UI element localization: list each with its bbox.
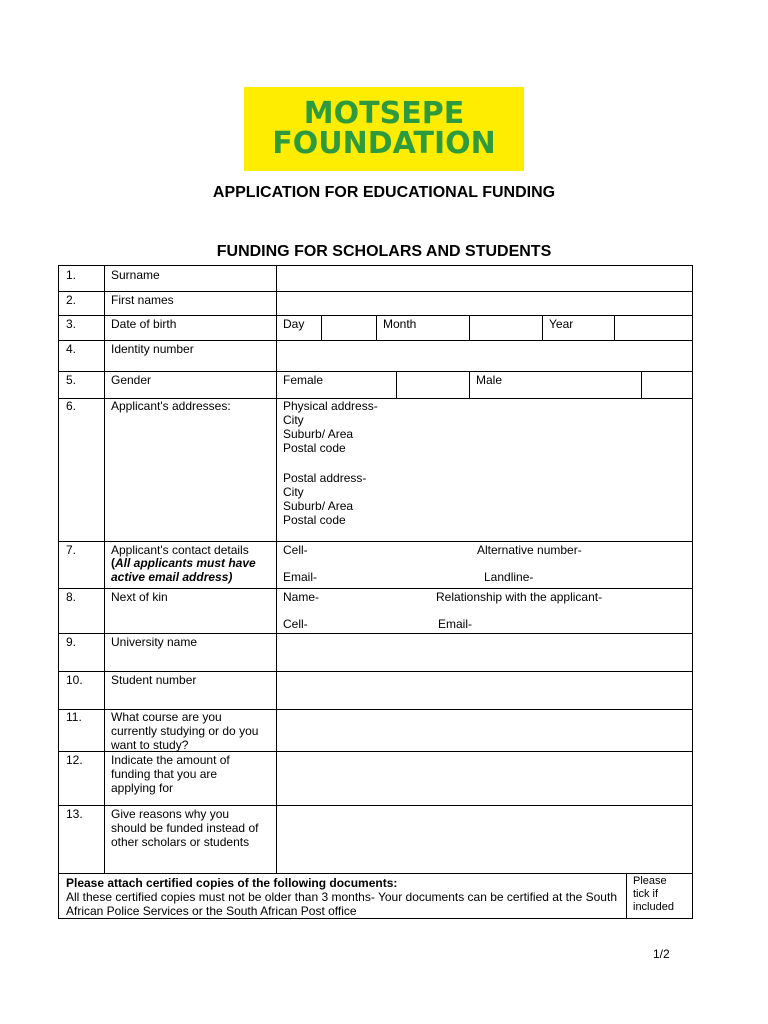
email-note: (All applicants must have active email address) xyxy=(111,556,256,584)
row-label: Student number xyxy=(111,673,197,687)
name-label: Name- xyxy=(283,590,320,604)
row-student-number xyxy=(58,672,693,710)
cell-label: Cell- xyxy=(283,617,308,631)
postal-code-label: Postal code xyxy=(283,513,346,527)
email-label: Email- xyxy=(283,570,318,584)
logo-line-1: MOTSEPE xyxy=(303,96,465,131)
row-label: Date of birth xyxy=(111,317,177,331)
day-label: Day xyxy=(283,317,305,331)
row-label: Applicant's contact details xyxy=(111,543,249,557)
page-subtitle: FUNDING FOR SCHOLARS AND STUDENTS xyxy=(216,243,552,260)
reasons-field[interactable] xyxy=(277,806,692,873)
row-number: 2. xyxy=(66,293,77,307)
female-checkbox[interactable] xyxy=(397,372,469,398)
row-number: 6. xyxy=(66,399,77,413)
documents-heading: Please attach certified copies of the following documents: xyxy=(66,876,398,890)
row-number: 1. xyxy=(66,268,77,282)
suburb-label: Suburb/ Area xyxy=(283,499,354,513)
funding-amount-field[interactable] xyxy=(277,752,692,805)
postal-code-label: Postal code xyxy=(283,441,346,455)
foundation-logo xyxy=(244,87,524,171)
addresses-field[interactable] xyxy=(389,399,692,541)
row-number: 3. xyxy=(66,317,77,331)
physical-address-label: Physical address- xyxy=(283,399,378,413)
row-contact-details xyxy=(58,542,693,589)
row-label: Identity number xyxy=(111,342,194,356)
row-number: 10. xyxy=(66,673,83,687)
row-label: University name xyxy=(111,635,198,649)
row-label: Indicate the amount of funding that you are applying for xyxy=(111,753,230,795)
male-label: Male xyxy=(476,373,503,387)
identity-number-field[interactable] xyxy=(277,341,692,371)
row-label: Surname xyxy=(111,268,160,282)
month-field[interactable] xyxy=(470,316,542,340)
city-label: City xyxy=(283,485,304,499)
row-university-name xyxy=(58,634,693,672)
year-label: Year xyxy=(549,317,574,331)
row-addresses xyxy=(58,399,693,542)
row-reasons xyxy=(58,806,693,874)
row-number: 13. xyxy=(66,807,83,821)
row-label: Give reasons why you should be funded instead of other scholars or students xyxy=(111,807,259,849)
day-field[interactable] xyxy=(322,316,376,340)
row-label: Gender xyxy=(111,373,152,387)
logo-line-2: FOUNDATION xyxy=(272,126,496,161)
row-identity-number xyxy=(58,341,693,372)
page-title: APPLICATION FOR EDUCATIONAL FUNDING xyxy=(212,184,556,201)
row-number: 9. xyxy=(66,635,77,649)
row-course xyxy=(58,710,693,752)
row-number: 5. xyxy=(66,373,77,387)
row-number: 11. xyxy=(66,710,82,724)
relationship-label: Relationship with the applicant- xyxy=(436,590,603,604)
row-number: 4. xyxy=(66,342,77,356)
surname-field[interactable] xyxy=(277,266,692,291)
month-label: Month xyxy=(383,317,417,331)
landline-label: Landline- xyxy=(484,570,534,584)
student-number-field[interactable] xyxy=(277,672,692,709)
row-date-of-birth xyxy=(58,316,693,341)
page-number: 1/2 xyxy=(653,947,670,961)
suburb-label: Suburb/ Area xyxy=(283,427,354,441)
cell-label: Cell- xyxy=(283,543,308,557)
email-label: Email- xyxy=(438,617,473,631)
male-checkbox[interactable] xyxy=(642,372,692,398)
row-documents xyxy=(58,874,693,919)
row-label: First names xyxy=(111,293,174,307)
row-surname xyxy=(58,265,693,292)
row-next-of-kin xyxy=(58,589,693,634)
row-label: Applicant's addresses: xyxy=(111,399,231,413)
university-name-field[interactable] xyxy=(277,634,692,671)
row-number: 7. xyxy=(66,543,77,557)
row-label: Next of kin xyxy=(111,590,168,604)
row-number: 8. xyxy=(66,590,77,604)
year-field[interactable] xyxy=(615,316,692,340)
row-gender xyxy=(58,372,693,399)
female-label: Female xyxy=(283,373,324,387)
row-first-names xyxy=(58,292,693,316)
postal-address-label: Postal address- xyxy=(283,471,367,485)
city-label: City xyxy=(283,413,304,427)
row-number: 12. xyxy=(66,753,83,767)
row-funding-amount xyxy=(58,752,693,806)
first-names-field[interactable] xyxy=(277,292,692,315)
documents-text: All these certified copies must not be older than 3 months- Your documents can be certified at the South African Police Services or the South African Post office xyxy=(66,890,617,918)
alternative-number-label: Alternative number- xyxy=(477,543,582,557)
course-field[interactable] xyxy=(277,710,692,751)
tick-if-included-label: Please tick if included xyxy=(633,875,674,913)
row-label: What course are you currently studying or do you want to study? xyxy=(111,710,259,752)
